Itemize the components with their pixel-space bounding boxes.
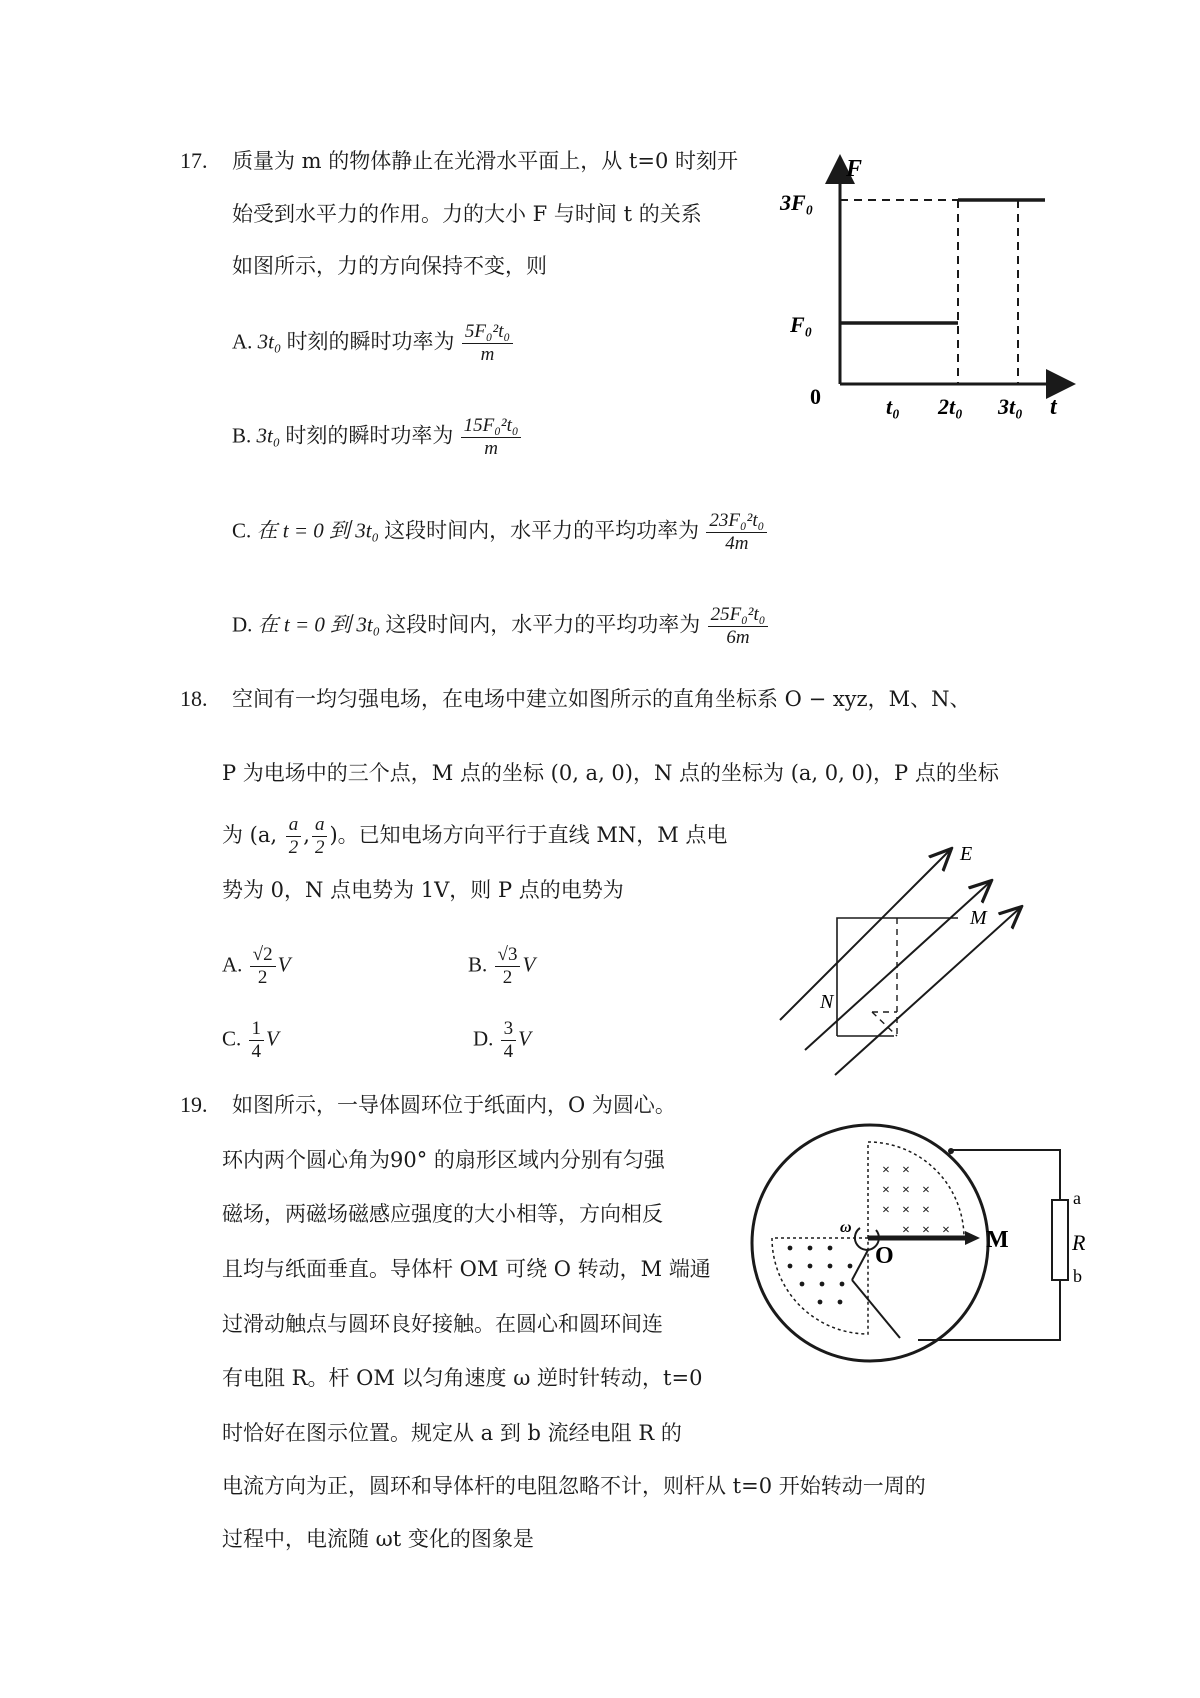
rod-arrowhead (965, 1231, 980, 1245)
q19-line9: 过程中，电流随 ωt 变化的图象是 (222, 1527, 534, 1551)
svg-text:×: × (882, 1163, 890, 1178)
label-M: M (986, 1227, 1009, 1253)
x-tick-2t0: 2t₀ (938, 394, 963, 419)
svg-text:×: × (902, 1223, 910, 1238)
center-lead-curve (852, 1280, 900, 1338)
q18-line1: 空间有一均匀强电场，在电场中建立如图所示的直角坐标系 O − xyz，M、N、 (232, 687, 971, 711)
q19-number: 19. (180, 1092, 208, 1117)
q19-line5: 过滑动触点与圆环良好接触。在圆心和圆环间连 (222, 1312, 663, 1336)
q18-line4: 势为 0，N 点电势为 1V，则 P 点的电势为 (222, 878, 624, 902)
svg-text:×: × (942, 1223, 950, 1238)
option-pre: 3t₀ (257, 329, 282, 354)
svg-text:×: × (902, 1183, 910, 1198)
x-tick-t0: t₀ (886, 394, 900, 419)
sliding-contact (948, 1148, 954, 1154)
q19-line8: 电流方向为正，圆环和导体杆的电阻忽略不计，则杆从 t=0 开始转动一周的 (222, 1474, 926, 1498)
option-pre: 3t₀ (256, 423, 281, 448)
option-fraction: $\frac{\text{23F₀²t₀}}{4m}$ (706, 510, 767, 555)
x-axis-label: t (1050, 394, 1057, 420)
option-fraction: $\frac{\text{15F₀²t₀}}{m}$ (461, 415, 522, 460)
q17-option-a[interactable] (232, 321, 515, 366)
option-label: A. (232, 329, 253, 354)
q19-line4: 且均与纸面垂直。导体杆 OM 可绕 O 转动，M 端通 (222, 1257, 711, 1281)
option-fraction: $\frac{1}{4}$ (249, 1018, 265, 1063)
option-label: B. (232, 423, 252, 448)
option-text: 时刻的瞬时功率为 (285, 423, 454, 448)
option-label: B. (468, 952, 488, 977)
q17-force-time-graph (780, 150, 1080, 430)
option-label: D. (232, 612, 253, 637)
y-tick-3F0: 3F₀ (780, 190, 814, 215)
q18-option-b[interactable]: B. $\frac{√3}{2}$ V (468, 944, 536, 988)
y-tick-F0: F₀ (790, 312, 813, 337)
p-coord-fraction-y: $\frac{a}{2}$ (286, 814, 302, 859)
q19-line6: 有电阻 R。杆 OM 以匀角速度 ω 逆时针转动，t=0 (222, 1366, 703, 1390)
origin-label: 0 (810, 384, 821, 409)
svg-text:×: × (882, 1203, 890, 1218)
q18-option-d[interactable]: D. $\frac{3}{4}$ V (473, 1018, 531, 1062)
option-fraction: $\frac{\text{25F₀²t₀}}{6m}$ (708, 604, 769, 649)
svg-text:×: × (882, 1183, 890, 1198)
option-pre: 在 t = 0 到 3t₀ (256, 518, 379, 543)
option-fraction: $\frac{√3}{2}$ (495, 944, 521, 989)
option-label: D. (473, 1026, 494, 1051)
option-fraction: $\frac{3}{4}$ (501, 1018, 517, 1063)
q19-ring-diagram (740, 1110, 1086, 1380)
dashed-edge-diagonal (872, 1012, 897, 1036)
conductor-ring (752, 1125, 988, 1361)
label-a: a (1073, 1188, 1081, 1208)
resistor-r (1052, 1200, 1068, 1280)
svg-text:×: × (922, 1203, 930, 1218)
label-b: b (1073, 1266, 1082, 1286)
label-R: R (1072, 1230, 1086, 1255)
svg-text:×: × (902, 1203, 910, 1218)
option-label: A. (222, 952, 243, 977)
q18-option-a[interactable]: A. $\frac{√2}{2}$ V (222, 944, 291, 988)
q18-line2: P 为电场中的三个点，M 点的坐标 (0, a, 0)，N 点的坐标为 (a, 0, 0)，P 点的坐标 (222, 761, 999, 785)
q18-field-diagram (780, 840, 1040, 1080)
option-pre: 在 t = 0 到 3t₀ (257, 612, 381, 637)
label-O: O (875, 1243, 894, 1269)
option-text: 这段时间内，水平力的平均功率为 (385, 612, 701, 637)
label-M: M (970, 907, 987, 929)
svg-text:×: × (922, 1183, 930, 1198)
svg-text:×: × (902, 1163, 910, 1178)
svg-text:×: × (922, 1223, 930, 1238)
field-sector-out-of-page (772, 1238, 868, 1334)
option-label: C. (232, 518, 252, 543)
label-N: N (820, 991, 834, 1013)
q17-line2: 始受到水平力的作用。力的大小 F 与时间 t 的关系 (232, 202, 702, 226)
q19-line3: 磁场，两磁场磁感应强度的大小相等，方向相反 (222, 1202, 663, 1226)
label-E: E (960, 843, 973, 865)
x-tick-3t0: 3t₀ (998, 394, 1023, 419)
y-axis-label: F (846, 156, 863, 182)
option-label: C. (222, 1026, 242, 1051)
q17-option-c[interactable] (232, 510, 769, 555)
field-line-3 (835, 908, 1020, 1075)
q17-line1: 质量为 m 的物体静止在光滑水平面上，从 t=0 时刻开 (232, 149, 739, 173)
q19-line7: 时恰好在图示位置。规定从 a 到 b 流经电阻 R 的 (222, 1421, 682, 1445)
q18-option-c[interactable]: C. $\frac{1}{4}$ V (222, 1018, 279, 1062)
center-lead (852, 1250, 868, 1280)
q19-line2: 环内两个圆心角为90° 的扇形区域内分别有匀强 (222, 1148, 665, 1172)
q17-option-d[interactable] (232, 604, 770, 649)
q19-line1: 如图所示，一导体圆环位于纸面内，O 为圆心。 (232, 1093, 676, 1117)
circuit-wire-bottom (918, 1280, 1060, 1340)
option-fraction: $\frac{√2}{2}$ (250, 944, 276, 989)
q17-number: 17. (180, 148, 208, 173)
q18-line3: 为 (a, $\frac{a}{2}$ , $\frac{a}{2}$ )。已知电场方向平行于直线 MN，M 点电 (222, 814, 728, 858)
dot-marks (788, 1246, 853, 1305)
q17-line3: 如图所示，力的方向保持不变，则 (232, 254, 547, 278)
option-text: 这段时间内，水平力的平均功率为 (384, 518, 700, 543)
p-coord-fraction-z: $\frac{a}{2}$ (312, 814, 328, 859)
option-text: 时刻的瞬时功率为 (286, 329, 455, 354)
q17-option-b[interactable] (232, 415, 523, 460)
q18-number: 18. (180, 686, 208, 711)
option-fraction: $\frac{\text{5F₀²t₀}}{m}$ (462, 321, 513, 366)
label-omega: ω (840, 1219, 852, 1236)
